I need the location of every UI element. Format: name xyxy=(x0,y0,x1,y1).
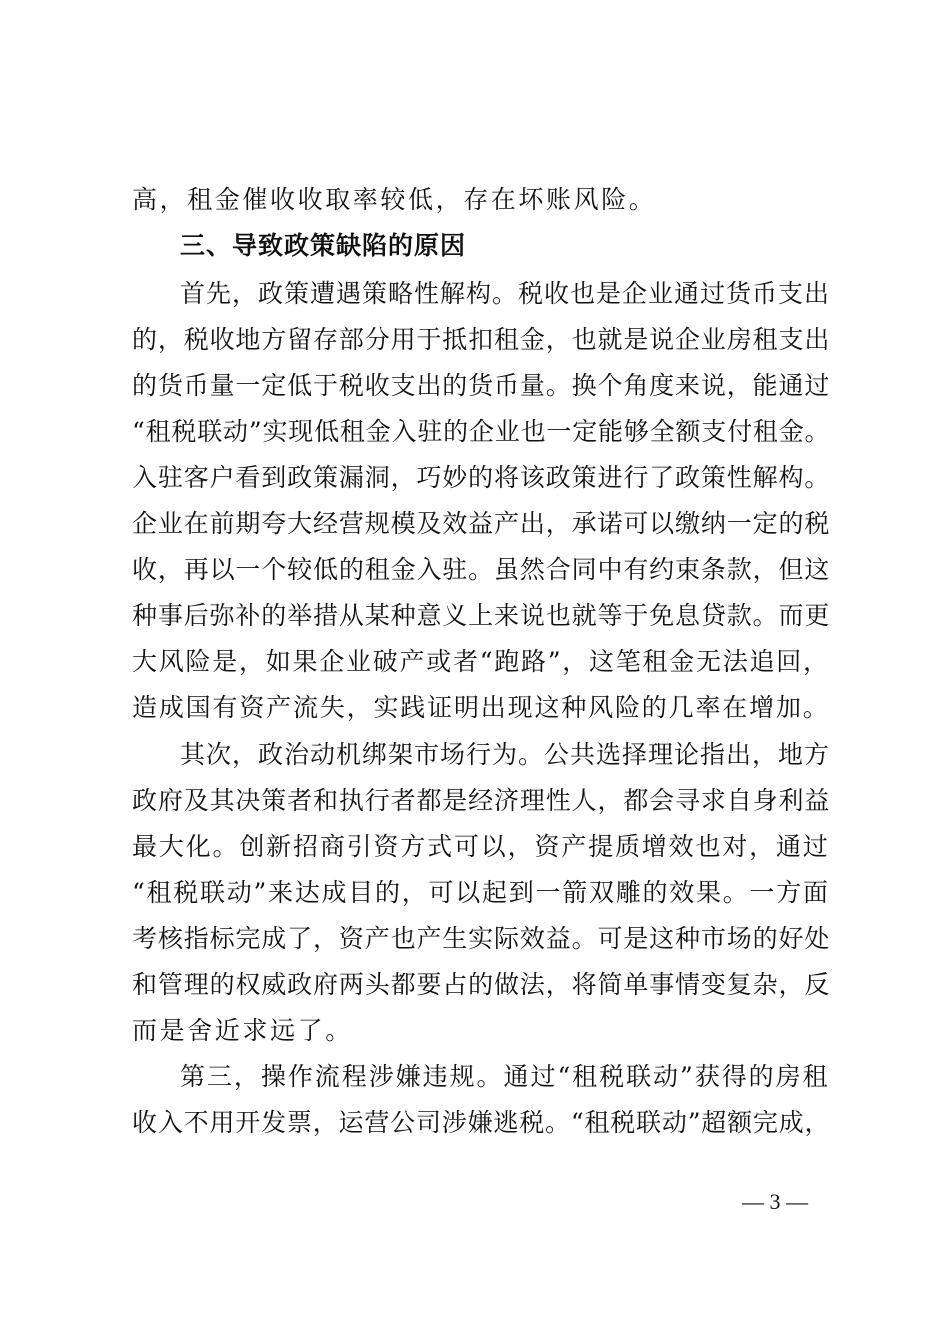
body-text-line: 大风险是，如果企业破产或者“跑路”，这笔租金无法追回， xyxy=(132,647,830,676)
body-text-line: 考核指标完成了，资产也产生实际效益。可是这种市场的好处 xyxy=(132,924,831,953)
page-number: — 3 — xyxy=(742,1189,808,1214)
body-text-line: 第三，操作流程涉嫌违规。通过“租税联动”获得的房租 xyxy=(180,1062,830,1091)
body-text-line: 种事后弥补的举措从某种意义上来说也就等于免息贷款。而更 xyxy=(132,601,831,630)
body-text-line: 的货币量一定低于税收支出的货币量。换个角度来说，能通过 xyxy=(132,371,831,400)
body-text-line: 收入不用开发票，运营公司涉嫌逃税。“租税联动”超额完成， xyxy=(132,1108,831,1137)
section-heading: 三、导致政策缺陷的原因 xyxy=(180,231,467,260)
body-text-line: “租税联动”实现低租金入驻的企业也一定能够全额支付租金。 xyxy=(132,417,831,446)
body-text-line: 最大化。创新招商引资方式可以，资产提质增效也对，通过 xyxy=(132,832,830,861)
body-text-line: 政府及其决策者和执行者都是经济理性人，都会寻求自身利益 xyxy=(132,786,831,815)
body-text-line: “租税联动”来达成目的，可以起到一箭双雕的效果。一方面 xyxy=(132,878,830,907)
body-text-line: 收，再以一个较低的租金入驻。虽然合同中有约束条款，但这 xyxy=(132,555,831,584)
body-text-line: 而是舍近求远了。 xyxy=(132,1016,353,1045)
body-text-line: 的，税收地方留存部分用于抵扣租金，也就是说企业房租支出 xyxy=(132,325,831,354)
body-text-line: 和管理的权威政府两头都要占的做法，将简单事情变复杂，反 xyxy=(132,970,831,999)
body-text-line: 首先，政策遭遇策略性解构。税收也是企业通过货币支出 xyxy=(180,279,831,308)
body-text-line: 企业在前期夸大经营规模及效益产出，承诺可以缴纳一定的税 xyxy=(132,509,831,538)
body-text-line: 其次，政治动机绑架市场行为。公共选择理论指出，地方 xyxy=(180,740,831,769)
body-text-line: 造成国有资产流失，实践证明出现这种风险的几率在增加。 xyxy=(132,693,830,722)
body-text-line: 高，租金催收收取率较低，存在坏账风险。 xyxy=(132,185,657,214)
body-text-line: 入驻客户看到政策漏洞，巧妙的将该政策进行了政策性解构。 xyxy=(132,463,831,492)
